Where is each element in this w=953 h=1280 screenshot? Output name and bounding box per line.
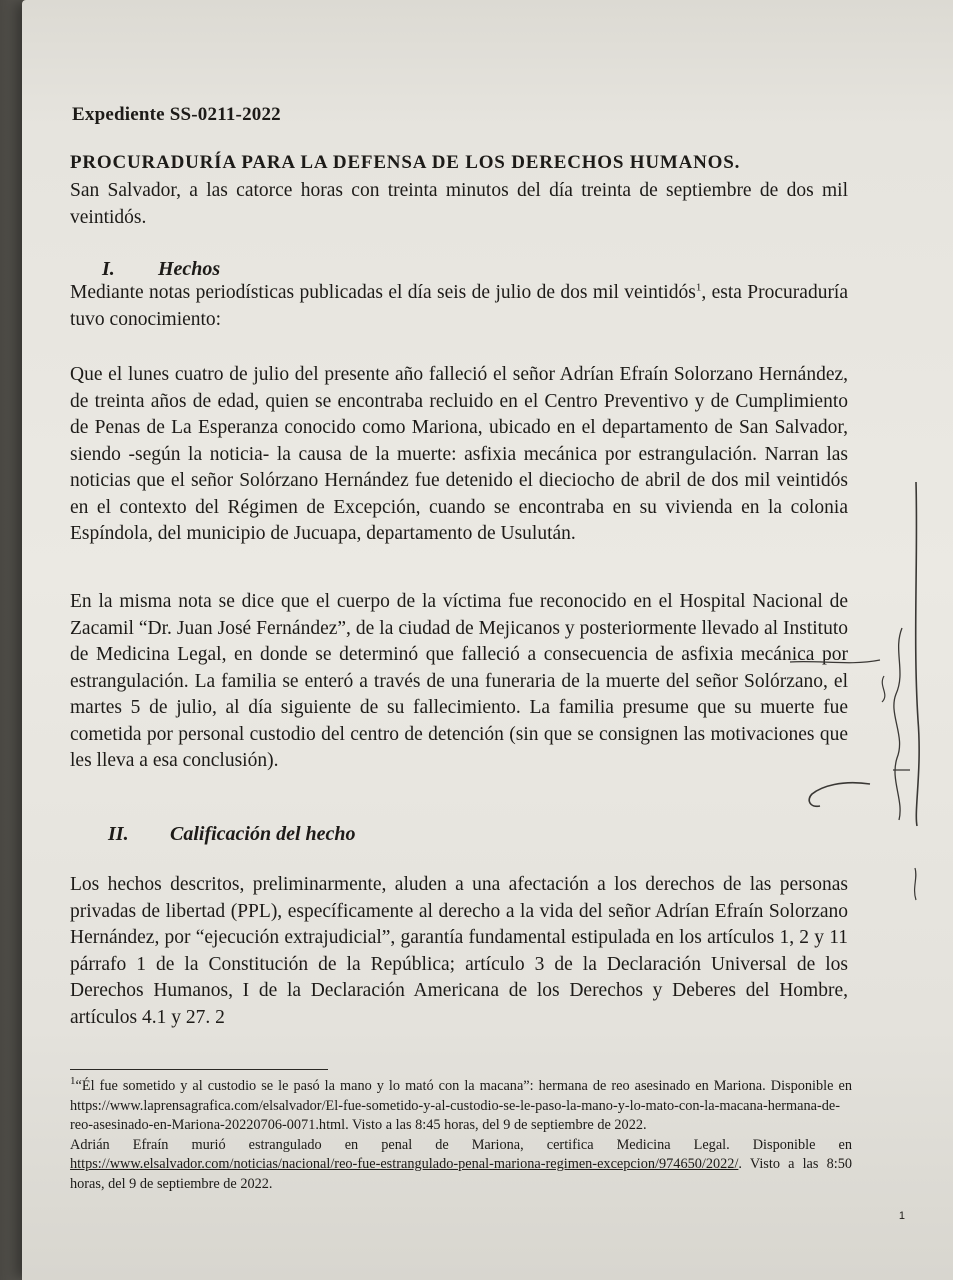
footnote-text: . Visto a las 8:50 horas, del 9 de septiembre de 2022. (70, 1156, 852, 1192)
calificacion-paragraph: Los hechos descritos, preliminarmente, aluden a una afectación a los derechos de las personas privadas de libertad (PPL), específicamente al derecho a la vida del señor Adrían Efraín Solorzano Hernández, por “ejecución extrajudicial”, garantía fundamental estipulada en los artículos 1, 2 y 11 párrafo 1 de la Constitución de la República; artículo 3 de la Declaración Universal de los Derechos Humanos, I de la Declaración Americana de los Derechos y Deberes del Hombre, artículos 4.1 y 27. 2 (70, 874, 848, 1028)
footnote-reference: 1 (695, 281, 702, 294)
case-number: Expediente SS-0211-2022 (72, 104, 281, 125)
hechos-paragraph-2: Que el lunes cuatro de julio del presente año falleció el señor Adrían Efraín Solorzano Hernández, de treinta años de edad, quien se encontraba recluido en el Centro Preventivo y de Cumplimiento de Penas de La Esperanza conocido como Mariona, ubicado en el departamento de San Salvador, siendo -según la noticia- la causa de la muerte: asfixia mecánica por estrangulación. Narran las noticias que el señor Solórzano Hernández fue detenido el dieciocho de abril de dos mil veintidós en el contexto del Régimen de Excepción, cuando se encontraba en su vivienda en la colonia Espíndola, del municipio de Jucuapa, departamento de Usulután. (70, 364, 848, 544)
page-content (70, 0, 905, 1280)
paragraph-text: , esta Procuraduría tuvo conocimiento: (70, 282, 849, 330)
footnotes (70, 1077, 852, 1194)
section-heading-hechos (102, 258, 220, 281)
section-number: II. (108, 823, 129, 845)
footnote-link[interactable]: https://www.elsalvador.com/noticias/nacional/reo-fue-estrangulado-penal-mariona-regimen-excepcion/974650/2022/ (70, 1156, 739, 1172)
office-heading: PROCURADURÍA PARA LA DEFENSA DE LOS DERECHOS HUMANOS. (70, 152, 741, 173)
section-heading-calificacion (108, 823, 356, 846)
document-page (22, 0, 953, 1280)
footnote-text: “Él fue sometido y al custodio se le pasó la mano y lo mató con la macana”: hermana de reo asesinado en Mariona. Disponible en https://www.laprensagrafica.com/elsalvador/El-fue-sometido-y-al-custodio-se-le-paso-la-mano-y-lo-mato-con-la-macana-hermana-de-reo-asesinado-en-Mariona-20220706-0071.html. Visto a las 8:45 horas, del 9 de septiembre de 2022. (70, 1078, 852, 1133)
section-title: Calificación del hecho (170, 823, 356, 845)
intro-paragraph: San Salvador, a las catorce horas con treinta minutos del día treinta de septiembre de dos mil veintidós. (70, 180, 848, 228)
hechos-paragraph-3: En la misma nota se dice que el cuerpo de la víctima fue reconocido en el Hospital Nacional de Zacamil “Dr. Juan José Fernández”, de la ciudad de Mejicanos y posteriormente llevado al Instituto de Medicina Legal, en donde se determinó que falleció a consecuencia de asfixia mecánica por estrangulación. La familia se enteró a través de una funeraria de la muerte del señor Solórzano, el martes 5 de julio, al día siguiente de su fallecimiento. La familia presume que su muerte fue cometida por personal custodio del centro de detención (sin que se consignen las motivaciones que les lleva a esa conclusión). (70, 591, 848, 771)
footnote-divider (70, 1069, 328, 1070)
footnote-text: Adrián Efraín murió estrangulado en penal de Mariona, certifica Medicina Legal. Disponible en (70, 1136, 852, 1153)
section-number: I. (102, 258, 115, 280)
section-title: Hechos (158, 258, 221, 280)
footnote-2 (70, 1136, 852, 1195)
footnote-1 (70, 1077, 852, 1136)
paragraph-text: Mediante notas periodísticas publicadas el día seis de julio de dos mil veintidós (70, 282, 696, 303)
hechos-paragraph-1 (70, 280, 848, 333)
page-number: 1 (898, 1210, 905, 1222)
footnote-marker: 1 (70, 1075, 76, 1088)
